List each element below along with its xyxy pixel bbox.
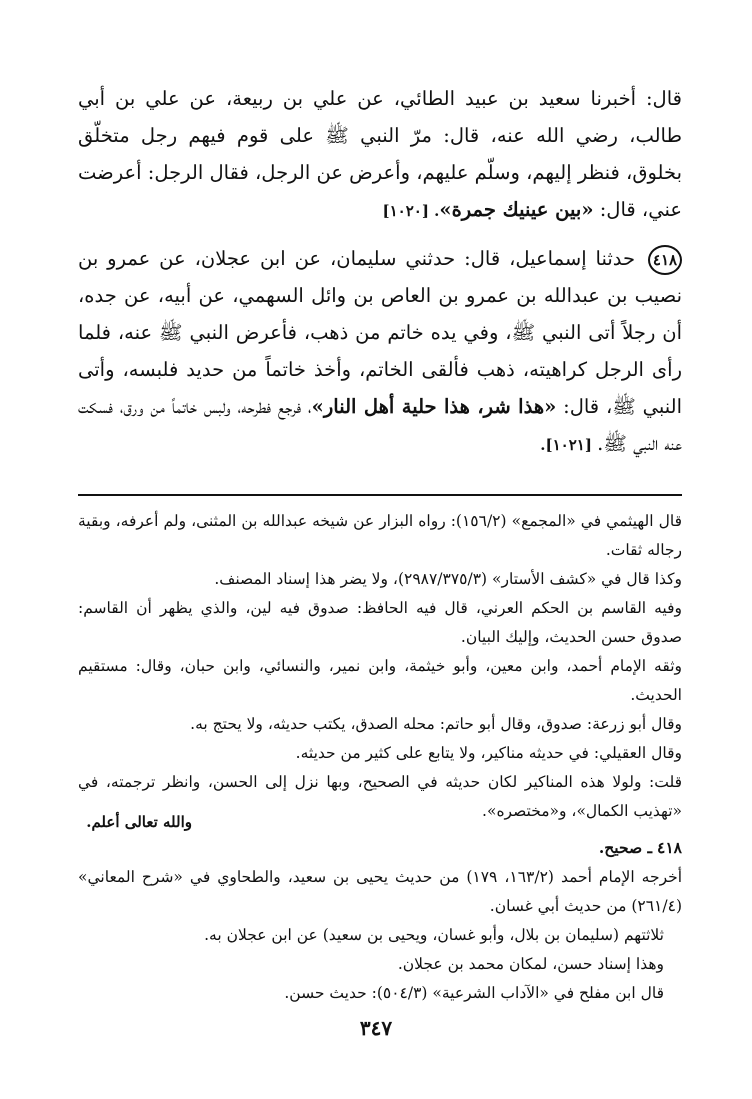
footnote-line: وقال أبو زرعة: صدوق، وقال أبو حاتم: محله الصدق، يكتب حديثه، ولا يحتج به.	[190, 715, 682, 733]
footnote-line: وثقه الإمام أحمد، وابن معين، وأبو خيثمة، وابن نمير، والنسائي، وابن حبان، وقال: مستقيم الحديث.	[78, 657, 682, 704]
footnote-line: أخرجه الإمام أحمد (١٦٣/٢، ١٧٩) من حديث يحيى بن سعيد، والطحاوي في «شرح المعاني» (٢٦١/٤) من حديث أبي غسان.	[78, 868, 683, 915]
footnote-line: قال الهيثمي في «المجمع» (١٥٦/٢): رواه البزار عن شيخه عبدالله بن المثنى، ولم أعرفه، وبقية رجاله ثقات.	[78, 512, 683, 559]
footnote-divider	[78, 494, 682, 496]
hadith-1020-text	[78, 80, 682, 230]
footnote-line: وفيه القاسم بن الحكم العرني، قال فيه الحافظ: صدوق فيه لين، والذي يظهر أن القاسم: صدوق حسن الحديث، وإليك البيان.	[78, 599, 682, 646]
footnote-line: ثلاثتهم (سليمان بن بلال، وأبو غسان، ويحيى بن سعيد) عن ابن عجلان به.	[204, 926, 664, 944]
footnotes-prev	[78, 507, 682, 826]
closing-phrase: والله تعالى أعلم.	[86, 813, 192, 831]
hadith-number-badge: ٤١٨	[648, 245, 682, 275]
hadith-418-body-end: ، فرجع فطرحه، ولبس خاتماً من ورق، فسكت عنه النبي ﷺ.	[78, 395, 682, 455]
hadith-1020-quote: «بين عينيك جمرة»	[439, 198, 594, 221]
footnote-line: قلت: ولولا هذه المناكير لكان حديثه في الصحيح، وبها نزل إلى الحسن، وانظر ترجمته، في «تهذيب الكمال»، و«مختصره».	[78, 773, 682, 820]
grading-line	[78, 833, 682, 863]
hadith-1020-body: قال: أخبرنا سعيد بن عبيد الطائي، عن علي بن ربيعة، عن علي بن أبي طالب، رضي الله عنه، قال: مرّ النبي ﷺ على قوم فيهم رجل متخلّق بخلوق، فنظر إليهم، وسلّم عليهم، وأعرض عن الرجل، فقال الرجل: أعرضت عني، قال:	[78, 87, 682, 221]
hadith-418-body: حدثنا إسماعيل، قال: حدثني سليمان، عن ابن عجلان، عن عمرو بن نصيب بن عبدالله بن عمرو بن العاص بن وائل السهمي، عن أبيه، عن جده، أن رجلاً أتى النبي ﷺ، وفي يده خاتم من ذهب، فأعرض النبي ﷺ عنه، فلما رأى الرجل كراهيته، ذهب فألقى الخاتم، وأخذ خاتماً من حديد فلبسه، وأتى النبي ﷺ، قال:	[78, 247, 682, 418]
page-number: ٣٤٧	[359, 1016, 393, 1040]
hadith-418-text	[78, 240, 682, 464]
footnote-line: قال ابن مفلح في «الآداب الشرعية» (٥٠٤/٣): حديث حسن.	[284, 984, 664, 1002]
hadith-418-ref: [١٠٢١].	[540, 436, 598, 454]
hadith-1020-ref: . [١٠٢٠]	[382, 202, 440, 220]
footnote-line: وهذا إسناد حسن، لمكان محمد بن عجلان.	[397, 955, 664, 973]
grading-label: ـ صحيح.	[598, 838, 653, 857]
footnote-line: وكذا قال في «كشف الأستار» (٢٩٨٧/٣٧٥/٣)، ولا يضر هذا إسناد المصنف.	[214, 570, 682, 588]
footnotes-418	[78, 833, 682, 1008]
grading-number: ٤١٨	[657, 838, 682, 857]
footnote-line: وقال العقيلي: في حديثه مناكير، ولا يتابع على كثير من حديثه.	[295, 744, 682, 762]
hadith-418-quote: «هذا شر، هذا حلية أهل النار»	[311, 395, 557, 418]
